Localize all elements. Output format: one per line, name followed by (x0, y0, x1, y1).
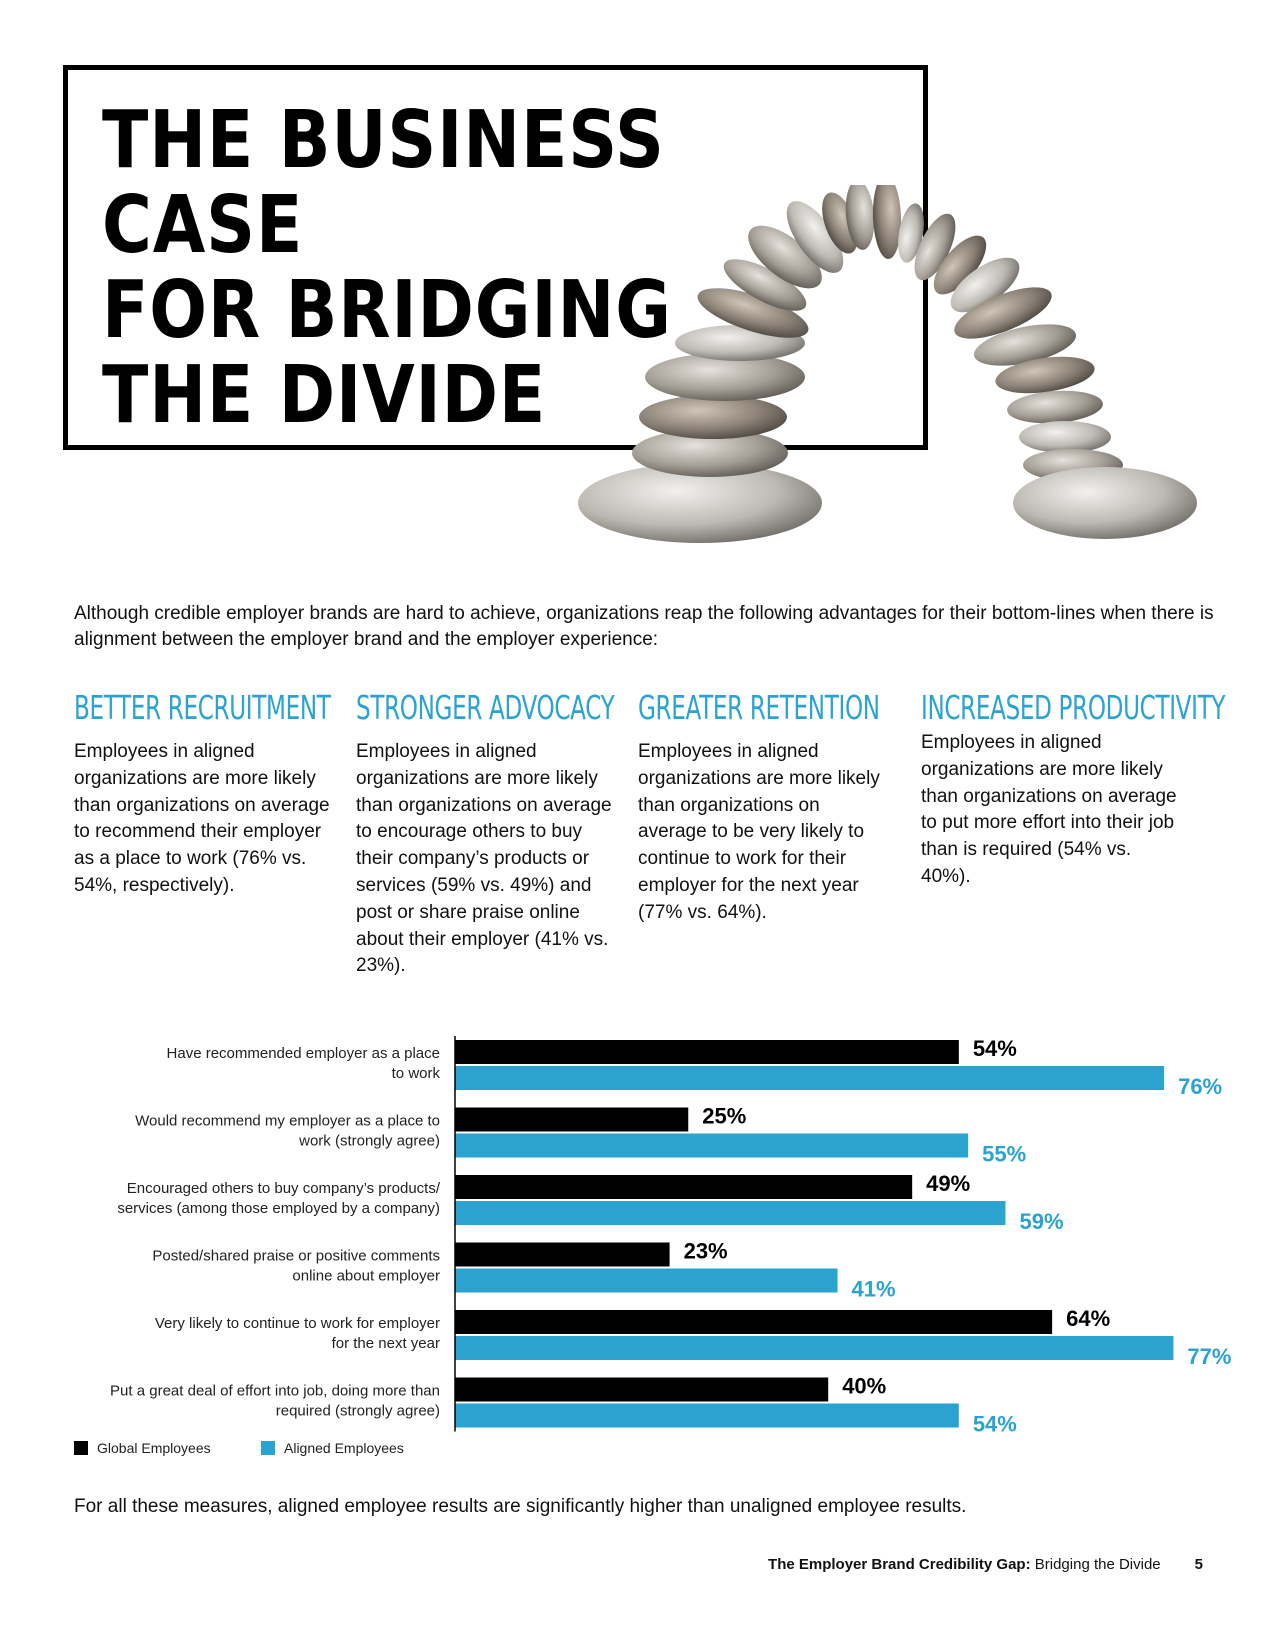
data-label-global: 40% (842, 1373, 887, 1399)
category-label: Very likely to continue to work for employer (154, 1315, 440, 1332)
stone-arch-image (575, 185, 1265, 560)
column-greater-retention (638, 688, 888, 927)
category-label: Encouraged others to buy company’s products/ (126, 1180, 440, 1197)
category-label: Would recommend my employer as a place to (135, 1112, 440, 1130)
bar-aligned (455, 1134, 968, 1158)
footer-subtitle: Bridging the Divide (1030, 1556, 1161, 1573)
results-bar-chart (0, 1025, 1275, 1445)
bar-aligned (455, 1404, 959, 1428)
category-label: online about employer (292, 1267, 440, 1285)
column-heading: STRONGER ADVOCACY (356, 688, 615, 727)
column-heading: BETTER RECRUITMENT (74, 688, 331, 727)
column-increased-productivity (921, 688, 1226, 891)
legend-label: Global Employees (97, 1440, 211, 1456)
legend-item-global (74, 1440, 211, 1456)
category-label: services (among those employed by a company) (117, 1200, 440, 1217)
page-title: THE BUSINESS CASE FOR BRIDGING THE DIVIDE (102, 94, 672, 441)
column-body: Employees in aligned organizations are more likely than organizations on average to recommend their employer as a place to work (76% vs. 54%, respectively). (74, 741, 330, 896)
data-label-global: 54% (972, 1036, 1017, 1061)
intro-paragraph: Although credible employer brands are hard to achieve, organizations reap the following advantages for their bottom-lines when there is alignment between the employer brand and the employer experience: (74, 603, 1214, 650)
column-stronger-advocacy (356, 688, 614, 980)
data-label-global: 23% (683, 1238, 728, 1264)
data-label-aligned: 77% (1187, 1344, 1232, 1369)
data-label-aligned: 59% (1019, 1209, 1064, 1234)
data-label-global: 25% (702, 1103, 747, 1129)
category-label: Posted/shared praise or positive comments (152, 1247, 440, 1265)
bar-global (455, 1040, 959, 1064)
column-heading: GREATER RETENTION (638, 688, 880, 727)
legend-item-aligned (261, 1440, 404, 1456)
page-number: 5 (1194, 1556, 1203, 1573)
bar-aligned (455, 1336, 1173, 1360)
column-body: Employees in aligned organizations are more likely than organizations on average to put more effort into their job than is required (54% vs. 40%). (921, 732, 1177, 887)
column-body: Employees in aligned organizations are more likely than organizations on average to be very likely to continue to work for their employer for the next year (77% vs. 64%). (638, 741, 880, 923)
bar-aligned (455, 1066, 1164, 1090)
data-label-aligned: 54% (972, 1411, 1017, 1437)
legend-label: Aligned Employees (284, 1440, 404, 1456)
footer-report-title: The Employer Brand Credibility Gap: (768, 1556, 1031, 1573)
category-label: to work (391, 1065, 440, 1082)
category-label: work (strongly agree) (299, 1132, 440, 1150)
data-label-global: 64% (1066, 1306, 1111, 1331)
chart-footnote: For all these measures, aligned employee results are significantly higher than unaligned employee results. (74, 1496, 967, 1517)
data-label-aligned: 76% (1178, 1074, 1223, 1099)
bar-aligned (455, 1269, 838, 1293)
bar-global (455, 1108, 688, 1132)
data-label-aligned: 55% (982, 1141, 1027, 1167)
category-label: required (strongly agree) (275, 1402, 440, 1420)
legend-swatch-global (74, 1441, 88, 1455)
bar-global (455, 1378, 828, 1402)
data-label-aligned: 41% (851, 1276, 896, 1302)
category-label: Put a great deal of effort into job, doing more than (110, 1382, 440, 1400)
column-heading: INCREASED PRODUCTIVITY (921, 688, 1226, 727)
page-footer (768, 1556, 1203, 1573)
legend-swatch-aligned (261, 1441, 275, 1455)
column-better-recruitment (74, 688, 336, 900)
category-label: Have recommended employer as a place (166, 1045, 440, 1062)
column-body: Employees in aligned organizations are more likely than organizations on average to encourage others to buy their company’s products or services (59% vs. 49%) and post or share praise online about their employer (41% vs. 23%). (356, 741, 612, 977)
bar-aligned (455, 1201, 1005, 1225)
bar-global (455, 1310, 1052, 1334)
data-label-global: 49% (926, 1171, 971, 1196)
bar-global (455, 1243, 670, 1267)
bar-global (455, 1175, 912, 1199)
category-label: for the next year (331, 1335, 440, 1352)
